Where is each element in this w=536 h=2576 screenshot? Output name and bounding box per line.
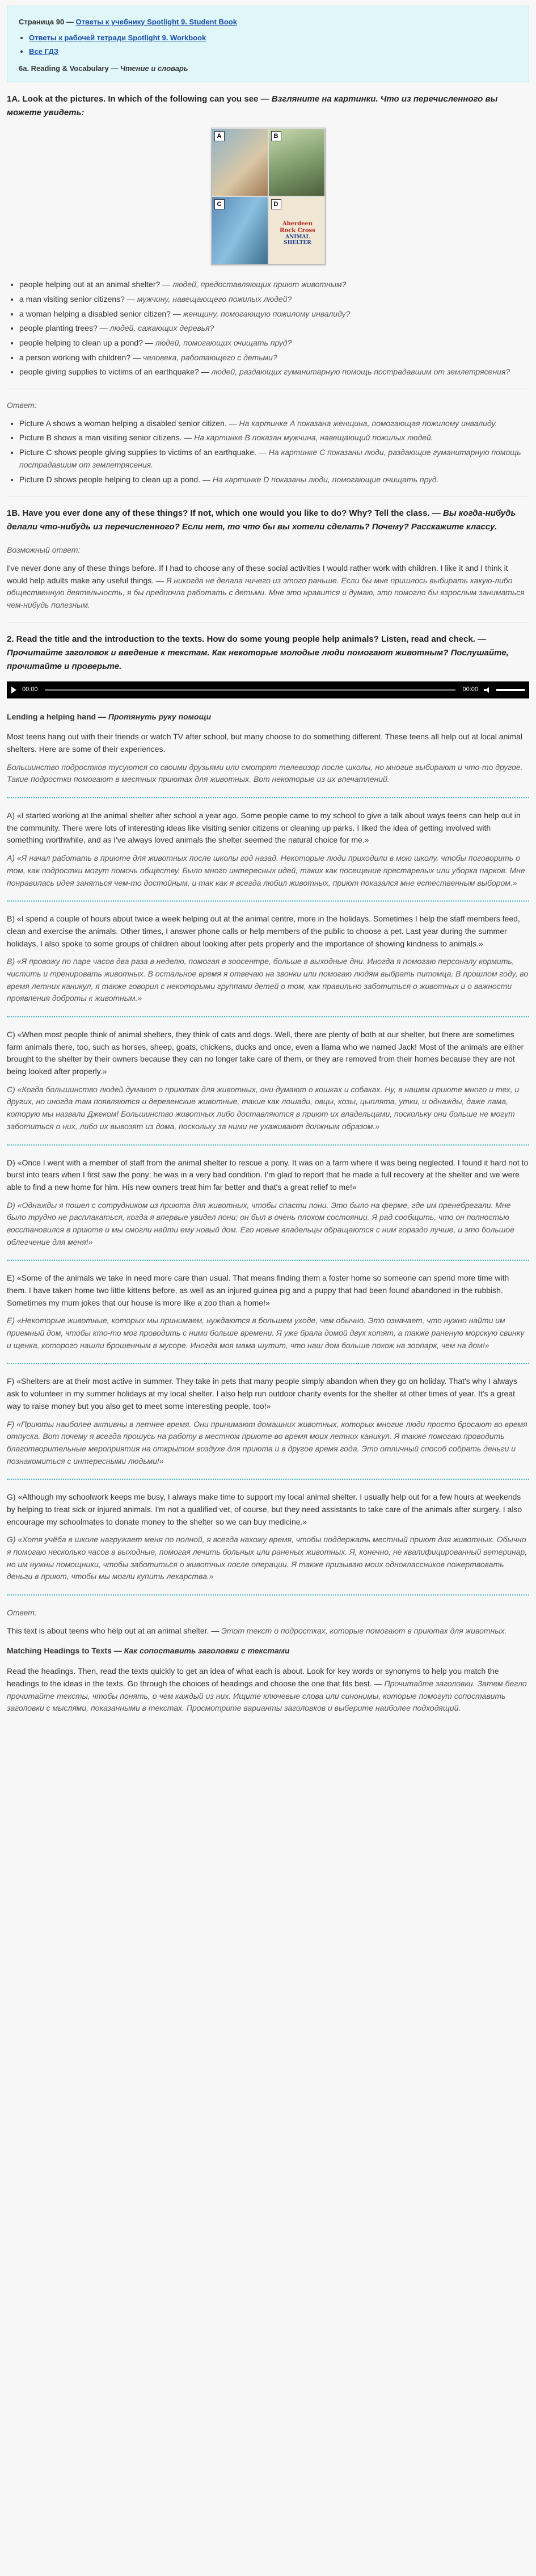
nav-links xyxy=(19,32,517,57)
task-2-heading xyxy=(7,633,529,674)
list-item xyxy=(19,474,529,486)
item-en: a woman helping a disabled senior citizen? — xyxy=(19,309,183,318)
task-2-answer-en: This text is about teens who help out at an animal shelter. — xyxy=(7,1626,222,1635)
matching-title xyxy=(7,1645,529,1657)
list-item xyxy=(19,293,529,306)
item-ru: человека, работающего с детьми? xyxy=(142,352,277,362)
dotted-separator xyxy=(7,1594,529,1596)
picture-c-label: C xyxy=(214,199,225,209)
paragraph-g-en: G) «Although my schoolwork keeps me busy, I always make time to support my local animal shelter. I usually help out for a few hours at weekends by helping to treat sick or injured animals. I'm not a qualified vet, of course, but they need assistants to take care of the animals after surgery. I also encourage my schoolmates to donate money to the shelter so we can buy medicine.» xyxy=(7,1492,522,1526)
intro-en: Most teens hang out with their friends or watch TV after school, but many choose to do something different. These teens all help out at local animal shelters. Here are some of their experiences. xyxy=(7,732,522,754)
link-all-gdz[interactable]: Все ГДЗ xyxy=(29,47,59,56)
audio-progress-bar[interactable] xyxy=(45,689,456,691)
list-item xyxy=(19,308,529,321)
paragraph-e-en: E) «Some of the animals we take in need more care than usual. That means finding them a foster home so someone can spend more time with them. I have taken home two little kittens before, as well as an injured guinea pig and a puppy that had been found abandoned in the rubbish. Sometimes my mum jokes that our house is more like a zoo than a home!» xyxy=(7,1273,509,1307)
matching-text-ru: Прочитайте заголовки. Затем бегло прочитайте тексты, чтобы понять, о чем каждый из них. Ищите ключевые слова или синонимы, которые помогут сопоставить заголовки с мыслями, показанными в текстах. Просмотрите варианты заголовков и выберите наиболее подходящий. xyxy=(7,1678,527,1713)
item-en: people helping to clean up a pond? — xyxy=(19,338,155,347)
shelter-sign-line2: ANIMAL SHELTER xyxy=(284,234,311,246)
item-ru: мужчину, навещающего пожилых людей? xyxy=(137,294,292,304)
text-title-en: Lending a helping hand — xyxy=(7,712,108,721)
matching-text-en: Read the headings. Then, read the texts quickly to get an idea of what each is about. Look for key words or synonyms to help you match the headings to the ideas in the texts. Go through the choices of headings and choose the one that fits best. — xyxy=(7,1666,499,1688)
paragraph-a-en: A) «I started working at the animal shelter after school a year ago. Some people came to my school to give a talk about ways teens can help out in the community. There were lots of interesting ideas like visiting senior citizens or cleaning up parks. I liked the idea of getting involved with something worthwhile, and as I've always loved animals the shelter seemed the natural choice for me.» xyxy=(7,811,521,845)
answer-ru: На картинке В показан мужчина, навещающий пожилых людей. xyxy=(194,433,433,443)
section-title-en: 6a. Reading & Vocabulary — xyxy=(19,64,120,73)
paragraph-c-en: C) «When most people think of animal shelters, they think of cats and dogs. Well, there are plenty of both at our shelter, but there are sometimes farm animals there, too, such as horses, sheep, goats, chickens, ducks and once, even a llama who we named Jack! Most of the animals are either brought to the shelter by their owners because they can no longer take care of them, or they are removed from their homes because they are not being looked after properly.» xyxy=(7,1030,524,1076)
dotted-separator xyxy=(7,1260,529,1261)
section-title-ru: Чтение и словарь xyxy=(120,64,188,73)
volume-slider[interactable] xyxy=(496,689,525,691)
matching-title-ru: Как сопоставить заголовки с текстами xyxy=(124,1646,290,1656)
text-title-ru: Протянуть руку помощи xyxy=(108,712,212,721)
task-2-answer-label: Ответ: xyxy=(7,1608,37,1618)
answer-en: Picture C shows people giving supplies to victims of an earthquake. — xyxy=(19,448,269,457)
intro-ru: Большинство подростков тусуются со своими друзьями или смотрят телевизор после школы, но многие выбирают и что-то другое. Такие подростки помогают в местных приютах для животных. Вот некоторые из их впечатлений. xyxy=(7,762,523,784)
item-en: people planting trees? — xyxy=(19,323,110,333)
shelter-sign xyxy=(277,221,319,247)
matching-title-en: Matching Headings to Texts — xyxy=(7,1646,124,1656)
paragraph-f-en: F) «Shelters are at their most active in summer. They take in pets that many people simply abandon when they go on holiday. That's why I always ask to volunteer in my summer holidays at my local shelter. I also help run outdoor charity events for the shelter at other times of year. It's a great way to raise money but you also get to meet some interesting people, too!» xyxy=(7,1377,517,1411)
task-2-answer-ru: Этот текст о подростках, которые помогают в приютах для животных. xyxy=(221,1626,507,1635)
audio-time-end: 00:00 xyxy=(462,686,478,693)
dotted-separator xyxy=(7,1479,529,1480)
task-1a-answers xyxy=(7,418,529,486)
nav-item-workbook xyxy=(29,32,517,44)
task-1a-heading-en: 1A. Look at the pictures. In which of the following can you see — xyxy=(7,94,272,104)
list-item xyxy=(19,432,529,444)
list-item xyxy=(19,337,529,350)
answer-ru: На картинке С показаны люди, раздающие гуманитарную помощь пострадавшим от землетрясения. xyxy=(19,448,521,469)
dotted-separator xyxy=(7,1144,529,1146)
task-1b-heading-ru: Вы когда-нибудь делали что-нибудь из перечисленного? Если нет, то что бы вы хотели сделать? Почему? Расскажите классу. xyxy=(7,508,516,532)
task-2-heading-ru: Прочитайте заголовок и введение к текстам. Как некоторые молодые люди помогают животным? Послушайте, прочитайте и проверьте. xyxy=(7,647,509,671)
picture-wrap xyxy=(7,128,529,269)
paragraph-f-ru: F) «Приюты наиболее активны в летнее время. Они принимают домашних животных, которых многие люди просто бросают во время отпуска. Вот почему я всегда прошусь на работу в местном приюте во время моих летних каникул. Я также помогаю проводить благотворительные мероприятия на открытом воздухе для приюта и в другое время года. Это отличный способ собрать деньги и познакомиться с интересными людьми!» xyxy=(7,1419,527,1466)
list-item xyxy=(19,279,529,291)
dotted-separator xyxy=(7,1016,529,1017)
task-1a-answer-label: Ответ: xyxy=(7,401,37,410)
item-ru: людей, помогающих очищать пруд? xyxy=(155,338,292,347)
dotted-separator xyxy=(7,900,529,902)
item-en: a man visiting senior citizens? — xyxy=(19,294,137,304)
item-ru: людей, раздающих гуманитарную помощь пострадавшим от землетрясения? xyxy=(211,367,510,377)
paragraph-d-ru: D) «Однажды я пошел с сотрудником из приюта для животных, чтобы спасти пони. Это было на ферме, где им пренебрегали. Мне было трудно не расплакаться, когда я впервые увидел пони; он был в очень плохом состоянии. Я рад сообщить, что он полностью восстановился в приюте и мы смогли найти ему новый дом. Его новые владельцы обращаются с ним гораздо лучше, и это большое облегчение для меня!» xyxy=(7,1200,514,1247)
task-1a-heading xyxy=(7,92,529,120)
list-item xyxy=(19,322,529,335)
task-1b-answer xyxy=(7,562,529,612)
volume-icon[interactable] xyxy=(484,687,492,693)
link-workbook[interactable]: Ответы к рабочей тетради Spotlight 9. Workbook xyxy=(29,33,206,43)
dotted-separator xyxy=(7,797,529,798)
answer-en: Picture D shows people helping to clean up a pond. — xyxy=(19,474,213,484)
list-item xyxy=(19,366,529,378)
task-1a-items xyxy=(7,279,529,378)
task-1b-answer-en: I've never done any of these things before. If I had to choose any of these social activities I would rather work with children. I like it and I think it would help adults make any useful things. — xyxy=(7,563,508,585)
paragraph-g-ru: G) «Хотя учёба в школе нагружает меня по полной, я всегда нахожу время, чтобы поддержать местный приют для животных. Обычно я помогаю несколько часов в выходные, помогая лечить больных или раненых животных. Я, конечно, не квалифицированный ветеринар, но им нужны помощники, чтобы заботиться о животных после операции. Я также призываю моих одноклассников пожертвовать деньги в приют, чтобы мы могли купить лекарства.» xyxy=(7,1535,527,1581)
list-item xyxy=(19,447,529,471)
paragraph-e-ru: E) «Некоторые животные, которых мы принимаем, нуждаются в большем уходе, чем обычно. Это означает, что нужно найти им приемный дом, чтобы кто-то мог проводить с ними больше времени. Я уже брала домой двух котят, а также раненую морскую свинку и щенка, которого нашли брошенным в мусоре. Иногда моя мама шутит, что наш дом больше похож на зоопарк, чем на дом!» xyxy=(7,1316,525,1350)
shelter-sign-line1: Aberdeen Rock Cross xyxy=(280,220,315,234)
section-title xyxy=(19,63,517,74)
dotted-separator xyxy=(7,1363,529,1364)
picture-c xyxy=(212,197,268,264)
task-1a-heading-ru: Взгляните на картинки. Что из перечисленного вы можете увидеть: xyxy=(7,94,498,117)
nav-item-all xyxy=(29,46,517,57)
list-item xyxy=(19,418,529,430)
link-student-book[interactable]: Ответы к учебнику Spotlight 9. Student Book xyxy=(75,18,237,26)
audio-time-start: 00:00 xyxy=(22,686,38,693)
picture-b-label: B xyxy=(271,131,281,141)
paragraph-b-ru: B) «Я провожу по паре часов два раза в неделю, помогая в зоocентре, больше в выходные дни. Иногда я помогаю персоналу кормить, чистить и тренировать животных. В остальное время я отвечаю на звонки или помогаю людям выбрать питомца. В прошлом году, во время летних каникул, я также говорил с некоторыми группами детей о том, как правильно заботиться о животных и о важности проявления доброты к животным.» xyxy=(7,957,529,1003)
nav-box xyxy=(7,6,529,82)
paragraph-c-ru: C) «Когда большинство людей думают о приютах для животных, они думают о кошках и собаках. Ну, в нашем приюте много и тех, и других, но иногда там появляются и деревенские животные, такие как лошади, овцы, козы, цыплята, утки, и однажды, даже лама, которую мы назвали Джеком! Большинство животных либо доставляются в приют их владельцами, поскольку они больше не могут заботиться о них, либо их вывозят из дома, поскольку за ними не ухаживают должным образом.» xyxy=(7,1084,520,1131)
item-en: people helping out at an animal shelter? — xyxy=(19,280,173,289)
task-2-heading-en: 2. Read the title and the introduction to the texts. How do some young people help animals? Listen, read and check. — xyxy=(7,634,487,644)
item-en: a person working with children? — xyxy=(19,352,143,362)
task-1b-heading xyxy=(7,507,529,534)
picture-d-label: D xyxy=(271,199,281,209)
task-1b-heading-en: 1B. Have you ever done any of these things? If not, which one would you like to do? Why? Tell the class. — xyxy=(7,508,443,519)
list-item xyxy=(19,352,529,364)
paragraph-d-en: D) «Once I went with a member of staff from the animal shelter to rescue a pony. It was on a farm where it was being neglected. I found it hard not to burst into tears when I first saw the pony; he was in a very bad condition. I'm glad to report that he made a full recovery at the shelter and we were able to find a new home for him. His new owners treat him far better and that's a great relief to me!» xyxy=(7,1157,529,1192)
answer-ru: На картинке D показаны люди, помогающие очищать пруд. xyxy=(212,474,439,484)
picture-d xyxy=(269,197,324,264)
task-1b-answer-ru: Я никогда не делала ничего из этого раньше. Если бы мне пришлось выбирать какую-либо общественную деятельность, я бы предпочла работать с детьми. Мне это нравится и думаю, это помогло бы взрослым заниматься чем-нибудь полезным. xyxy=(7,575,525,609)
nav-page-row xyxy=(19,16,517,28)
item-ru: женщину, помогающую пожилому инвалиду? xyxy=(183,309,351,318)
item-en: people giving supplies to victims of an earthquake? — xyxy=(19,367,212,377)
audio-player xyxy=(7,681,529,698)
item-ru: людей, сажающих деревья? xyxy=(109,323,214,333)
paragraph-a-ru: A) «Я начал работать в приюте для животных после школы год назад. Некоторые люди приходили в мою школу, чтобы поговорить о том, как подростки могут помочь обществу. Было много интересных идей, таких как посещение престарелых или уборка парков. Мне понравилась идея заняться чем-то достойным, и так как я всегда любил животных, приют показался мне естественным выбором.» xyxy=(7,853,525,887)
answer-en: Picture A shows a woman helping a disabled senior citizen. — xyxy=(19,418,239,428)
task-2-answer xyxy=(7,1625,529,1638)
picture-b xyxy=(269,129,324,196)
item-ru: людей, предоставляющих приют животным? xyxy=(172,280,347,289)
picture-a xyxy=(212,129,268,196)
matching-text xyxy=(7,1665,529,1715)
task-pictures-image xyxy=(211,128,326,265)
answer-en: Picture B shows a man visiting senior citizens. — xyxy=(19,433,195,443)
text-title xyxy=(7,711,529,723)
picture-a-label: A xyxy=(214,131,225,141)
answer-ru: На картинке А показана женщина, помогающая пожилому инвалиду. xyxy=(239,418,497,428)
play-icon[interactable] xyxy=(11,687,16,693)
paragraph-b-en: B) «I spend a couple of hours about twice a week helping out at the animal centre, more in the holidays. Sometimes I help the staff members feed, clean and exercise the animals. Other times, I answer phone calls or help members of the public to choose a pet. Last year during the summer holidays, I also spoke to some groups of children about looking after pets properly and the importance of showing kindness to animals.» xyxy=(7,914,520,948)
nav-page-prefix: Страница 90 — xyxy=(19,18,76,26)
task-1b-answer-label: Возможный ответ: xyxy=(7,545,81,555)
